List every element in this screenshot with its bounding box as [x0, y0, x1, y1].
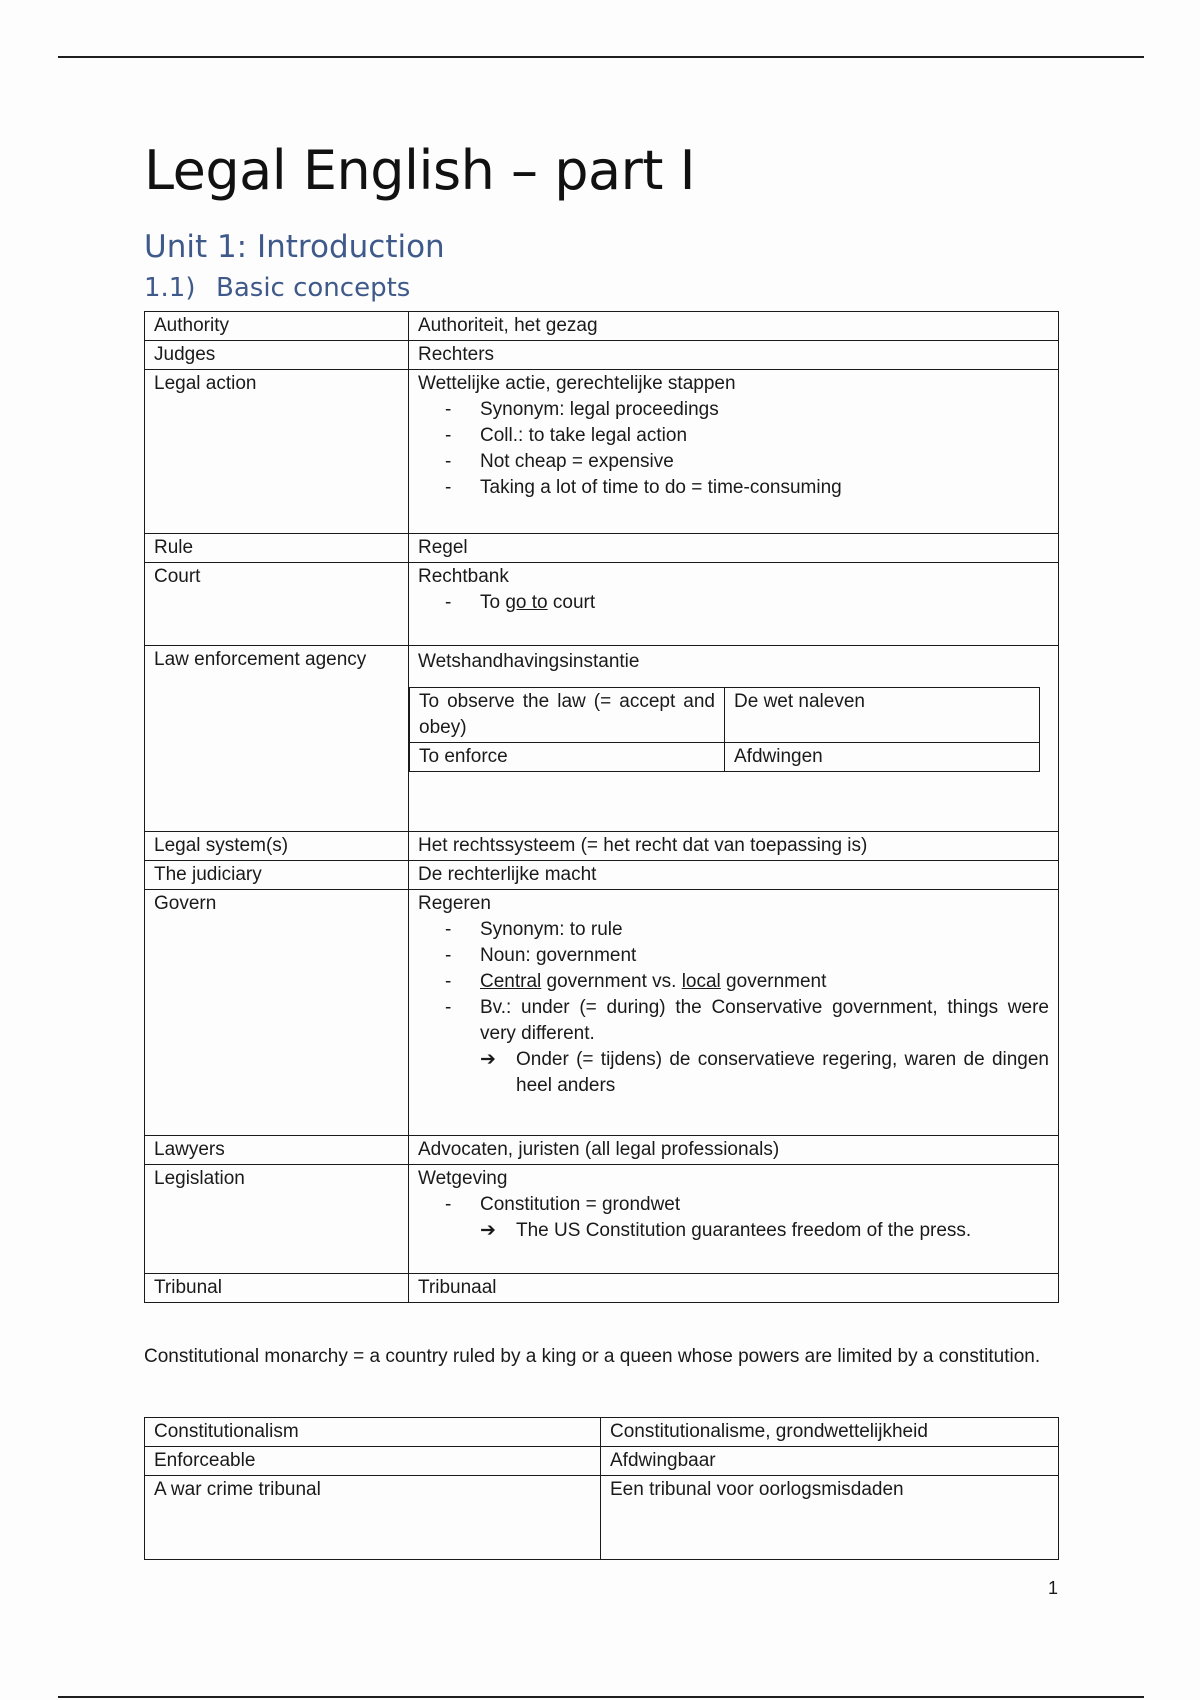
definition-cell: De rechterlijke macht — [409, 861, 1059, 890]
definition-paragraph: Constitutional monarchy = a country ruled by a king or a queen whose powers are limited by a constitution. — [144, 1346, 1041, 1367]
term-cell: Rule — [145, 534, 409, 563]
term-cell: To observe the law (= accept and obey) — [410, 688, 725, 743]
header-rule — [58, 56, 1144, 58]
term-cell: Tribunal — [145, 1274, 409, 1303]
section-heading — [144, 272, 410, 304]
definition-cell: Afdwingen — [725, 743, 1040, 772]
definition-text: Regeren — [418, 893, 491, 914]
term-cell: Authority — [145, 312, 409, 341]
term-cell: Law enforcement agency — [145, 646, 409, 832]
page-number: 1 — [1047, 1578, 1058, 1598]
table-row — [145, 534, 1059, 563]
term-cell: Legal system(s) — [145, 832, 409, 861]
table-row — [145, 890, 1059, 1136]
definition-text: Wettelijke actie, gerechtelijke stappen — [418, 373, 736, 394]
bullet-text: To — [480, 592, 506, 613]
list-item — [480, 969, 1049, 995]
bullet-list — [418, 397, 1049, 501]
definition-cell: Regel — [409, 534, 1059, 563]
table-row — [145, 861, 1059, 890]
table-row — [145, 832, 1059, 861]
term-cell: Judges — [145, 341, 409, 370]
definition-cell: Constitutionalisme, grondwettelijkheid — [601, 1418, 1059, 1447]
table-row — [145, 1136, 1059, 1165]
definition-cell — [409, 1165, 1059, 1274]
definition-cell: Authoriteit, het gezag — [409, 312, 1059, 341]
list-item: - Coll.: to take legal action — [480, 423, 1049, 449]
section-number: 1.1) — [144, 273, 196, 303]
table-row — [145, 1418, 1059, 1447]
definition-cell — [409, 646, 1059, 832]
term-cell: Legislation — [145, 1165, 409, 1274]
table-row — [145, 341, 1059, 370]
definition-cell: Rechters — [409, 341, 1059, 370]
definition-cell: Afdwingbaar — [601, 1447, 1059, 1476]
bullet-list — [418, 590, 1049, 616]
list-item: - Taking a lot of time to do = time-consuming — [480, 475, 1049, 501]
definition-cell: Het rechtssysteem (= het recht dat van toepassing is) — [409, 832, 1059, 861]
term-cell: A war crime tribunal — [145, 1476, 601, 1560]
underlined-phrase: local — [681, 971, 721, 992]
table-row — [145, 1274, 1059, 1303]
terms-table — [144, 1417, 1059, 1560]
table-row — [145, 563, 1059, 646]
table-row — [410, 688, 1040, 743]
list-item: - Not cheap = expensive — [480, 449, 1049, 475]
arrow-right-icon: ➔ — [480, 1049, 496, 1070]
underlined-phrase: Central — [480, 971, 542, 992]
nested-table — [409, 687, 1040, 772]
list-item: - Synonym: legal proceedings — [480, 397, 1049, 423]
page-title: Legal English – part I — [144, 139, 696, 202]
term-cell: Enforceable — [145, 1447, 601, 1476]
bullet-text: court — [547, 592, 596, 613]
term-cell: Constitutionalism — [145, 1418, 601, 1447]
list-item: - Synonym: to rule — [480, 917, 1049, 943]
definition-cell — [409, 370, 1059, 534]
list-item: - Noun: government — [480, 943, 1049, 969]
arrow-note — [480, 1218, 1049, 1244]
footer-rule — [58, 1696, 1144, 1698]
arrow-note-text: The US Constitution guarantees freedom of the press. — [516, 1220, 972, 1241]
arrow-right-icon: ➔ — [480, 1220, 496, 1241]
definition-cell — [409, 563, 1059, 646]
table-row — [145, 1447, 1059, 1476]
term-cell: The judiciary — [145, 861, 409, 890]
table-row — [145, 312, 1059, 341]
bullet-text: government vs. — [541, 971, 682, 992]
list-item: - Constitution = grondwet — [480, 1192, 1049, 1218]
term-cell: Lawyers — [145, 1136, 409, 1165]
table-row — [410, 743, 1040, 772]
definition-cell: Advocaten, juristen (all legal professionals) — [409, 1136, 1059, 1165]
arrow-note-text: Onder (= tijdens) de conservatieve regering, waren de dingen heel anders — [516, 1049, 1049, 1096]
table-row — [145, 1165, 1059, 1274]
term-cell: Court — [145, 563, 409, 646]
definition-cell: De wet naleven — [725, 688, 1040, 743]
definition-cell — [409, 890, 1059, 1136]
glossary-table — [144, 311, 1059, 1303]
bullet-list — [418, 1192, 1049, 1218]
definition-text: Rechtbank — [418, 566, 509, 587]
definition-text: Wetgeving — [418, 1168, 508, 1189]
table-row — [145, 646, 1059, 832]
term-cell: To enforce — [410, 743, 725, 772]
definition-cell: Een tribunal voor oorlogsmisdaden — [601, 1476, 1059, 1560]
definition-text: Wetshandhavingsinstantie — [418, 651, 640, 672]
bullet-text: government — [720, 971, 827, 992]
bullet-list — [418, 917, 1049, 1047]
term-cell: Legal action — [145, 370, 409, 534]
arrow-note — [480, 1047, 1049, 1099]
definition-cell: Tribunaal — [409, 1274, 1059, 1303]
list-item — [480, 590, 1049, 616]
underlined-phrase: go to — [505, 592, 548, 613]
table-row — [145, 370, 1059, 534]
list-item: - Bv.: under (= during) the Conservative government, things were very different. — [480, 995, 1049, 1047]
term-cell: Govern — [145, 890, 409, 1136]
section-title: Basic concepts — [216, 273, 411, 303]
table-row — [145, 1476, 1059, 1560]
unit-heading: Unit 1: Introduction — [144, 229, 445, 265]
